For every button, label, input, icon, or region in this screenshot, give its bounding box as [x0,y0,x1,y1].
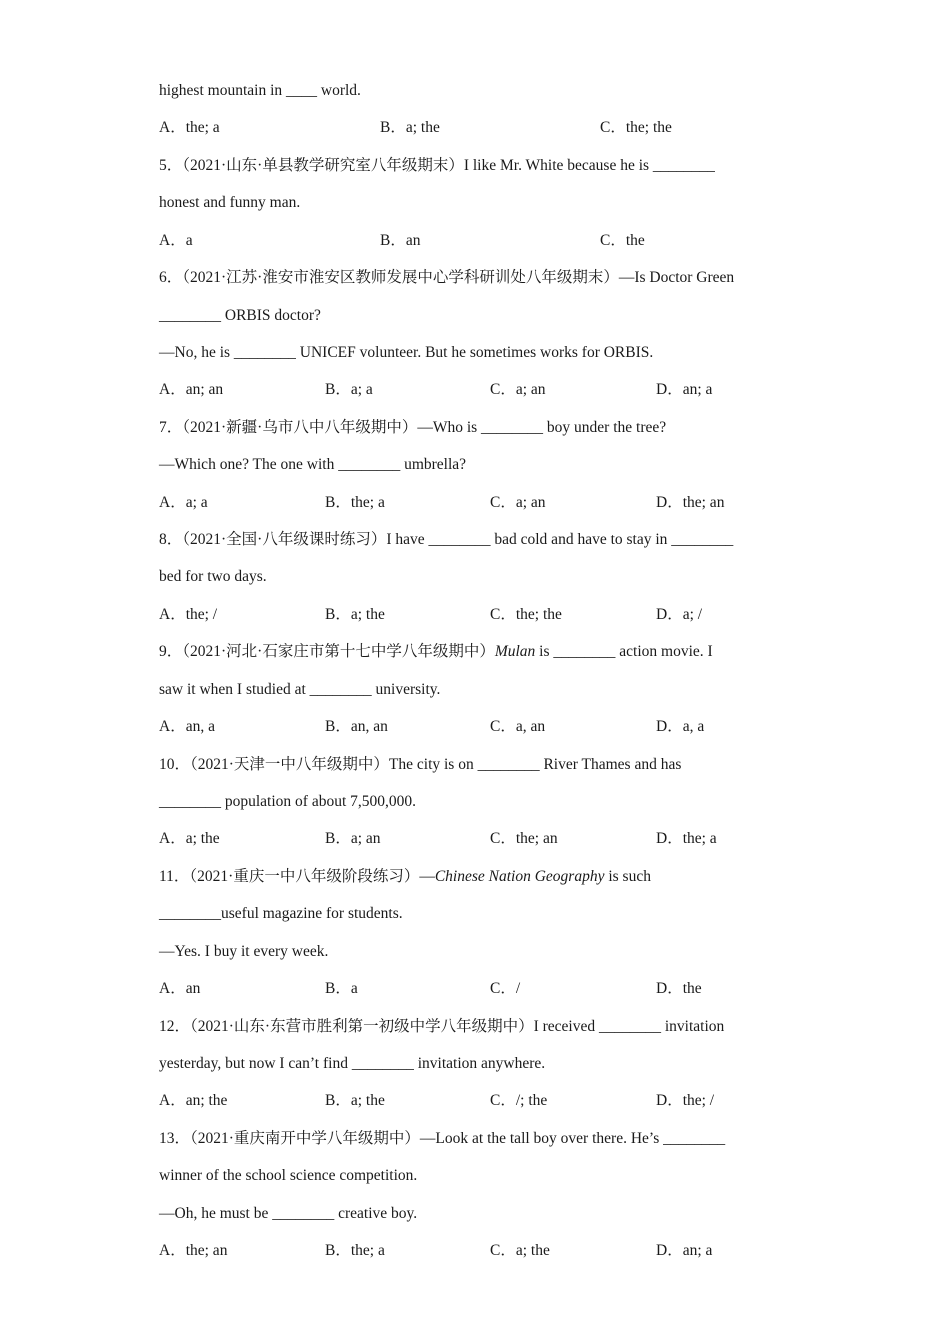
option-b[interactable]: B．a; the [380,119,440,137]
question-text: highest mountain in ____ world. [159,82,361,99]
question-stem [159,268,734,288]
option-d[interactable]: D．an; a [656,381,713,399]
option-a[interactable]: A．the; / [159,605,218,623]
question-text: ________ ORBIS doctor? [159,306,321,324]
option-c[interactable]: C．the; an [490,830,558,848]
question-text: 11．（2021·重庆一中八年级阶段练习）— [159,867,435,885]
question-text: ________ population of about 7,500,000. [159,792,417,810]
option-b[interactable]: B．a; the [325,1092,385,1110]
question-line [159,680,440,700]
question-text: saw it when I studied at ________ university. [159,680,441,698]
italic-title: Mulan [494,643,536,661]
option-b[interactable]: B．an, an [325,718,388,736]
option-d[interactable]: D．the; a [656,830,717,848]
question-stem [159,1017,724,1037]
question-line [159,455,466,475]
option-d[interactable]: D．a; / [656,605,703,623]
option-a[interactable]: A．an [159,980,201,998]
question-line [159,343,653,363]
question-stem [159,530,733,550]
question-line [159,904,403,924]
question-text: is ________ action movie. I [535,643,713,661]
option-a[interactable]: A．a; a [159,493,208,511]
option-b[interactable]: B．a; an [325,830,381,848]
option-a[interactable]: A．the; a [159,119,220,137]
question-text: 7．（2021·新疆·乌市八中八年级期中）—Who is ________ boy under the tree? [159,418,667,436]
option-c[interactable]: C．a; an [490,381,546,399]
question-text: —Yes. I buy it every week. [159,942,329,960]
option-a[interactable]: A．an; an [159,381,224,399]
option-a[interactable]: A．an, a [159,718,215,736]
question-text: —No, he is ________ UNICEF volunteer. But he sometimes works for ORBIS. [159,343,654,361]
option-c[interactable]: C．the [600,231,645,249]
question-line [159,942,328,962]
question-text: 9．（2021·河北·石家庄市第十七中学八年级期中） [159,643,495,661]
option-a[interactable]: A．an; the [159,1092,228,1110]
option-d[interactable]: D．a, a [656,718,705,736]
question-text: ________useful magazine for students. [159,905,403,923]
question-line [159,792,416,812]
question-text: 6．（2021·江苏·淮安市淮安区教师发展中心学科研训处八年级期末）—Is Doctor Green [159,269,735,287]
option-c[interactable]: C．a; the [490,1242,550,1260]
question-text: 13．（2021·重庆南开中学八年级期中）—Look at the tall boy over there. He’s ________ [159,1129,726,1147]
question-line [159,193,300,213]
question-text: 10．（2021·天津一中八年级期中）The city is on ________ River Thames and has [159,755,682,773]
option-c[interactable]: C．a; an [490,493,546,511]
option-b[interactable]: B．the; a [325,493,385,511]
question-stem [159,867,651,887]
question-line [159,1054,545,1074]
option-c[interactable]: C．/; the [490,1092,548,1110]
option-a[interactable]: A．a [159,231,193,249]
question-stem [159,642,713,662]
question-text: bed for two days. [159,568,267,586]
question-stem [159,156,715,176]
option-d[interactable]: D．the [656,980,702,998]
question-line [159,306,321,326]
option-b[interactable]: B．a; the [325,605,385,623]
option-b[interactable]: B．a [325,980,358,998]
question-text: yesterday, but now I can’t find ________ invitation anywhere. [159,1054,546,1072]
question-stem [159,755,681,775]
option-b[interactable]: B．an [380,231,421,249]
option-d[interactable]: D．the; / [656,1092,715,1110]
option-b[interactable]: B．a; a [325,381,373,399]
question-line [159,567,267,587]
option-b[interactable]: B．the; a [325,1242,385,1260]
italic-title: Chinese Nation Geography [434,867,605,885]
question-text: —Oh, he must be ________ creative boy. [159,1204,418,1222]
option-a[interactable]: A．a; the [159,830,220,848]
option-d[interactable]: D．the; an [656,493,725,511]
question-line [159,1166,417,1186]
question-text: 8．（2021·全国·八年级课时练习）I have ________ bad cold and have to stay in ________ [159,531,734,549]
option-c[interactable]: C．the; the [490,605,562,623]
option-c[interactable]: C．/ [490,980,521,998]
option-c[interactable]: C．a, an [490,718,546,736]
question-line [159,1204,417,1224]
question-text: honest and funny man. [159,194,301,212]
question-text: 5．（2021·山东·单县教学研究室八年级期末）I like Mr. White because he is ________ [159,156,715,174]
option-d[interactable]: D．an; a [656,1242,713,1260]
question-stem [159,418,666,438]
question-stem [159,1129,725,1149]
question-stem [159,81,361,101]
question-text: winner of the school science competition. [159,1167,418,1185]
question-text: —Which one? The one with ________ umbrella? [159,456,467,474]
question-text: is such [604,867,651,885]
option-c[interactable]: C．the; the [600,119,672,137]
question-text: 12．（2021·山东·东营市胜利第一初级中学八年级期中）I received ________ invitation [159,1017,725,1035]
option-a[interactable]: A．the; an [159,1242,228,1260]
